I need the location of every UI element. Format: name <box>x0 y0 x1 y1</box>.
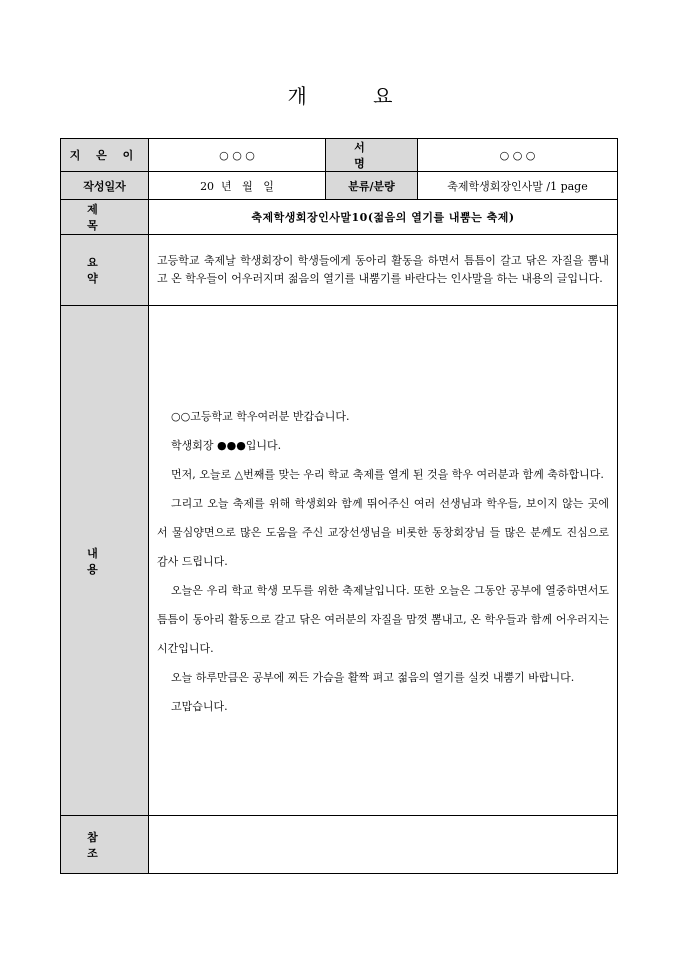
summary-value: 고등학교 축제날 학생회장이 학생들에게 동아리 활동을 하면서 틈틈이 갈고 닦은 자질을 뽐내고 온 학우들이 어우러지며 젊음의 열기를 내뿜기를 바란다는 인사말을 하는 내용의 글입니다. <box>149 235 618 306</box>
category-value: 축제학생회장인사말 /1 page <box>418 172 618 200</box>
reference-value <box>149 816 618 874</box>
content-paragraph: 오늘은 우리 학교 학생 모두를 위한 축제날입니다. 또한 오늘은 그동안 공부에 열중하면서도 틈틈이 동아리 활동으로 갈고 닦은 여러분의 자질을 맘껏 뽐내고, 온 학우들과 함께 어우러지는 시간입니다. <box>157 584 609 655</box>
author-row <box>61 139 618 172</box>
reference-row <box>61 816 618 874</box>
reference-label: 참 조 <box>61 816 149 874</box>
content-label: 내 용 <box>61 306 149 816</box>
content-paragraph: 먼저, 오늘로 △번째를 맞는 우리 학교 축제를 열게 된 것을 학우 여러분과 함께 축하합니다. <box>171 468 604 481</box>
date-value: 20 년 월 일 <box>149 172 326 200</box>
author-label: 지 은 이 <box>61 139 149 172</box>
content-row <box>61 306 618 816</box>
content-body <box>149 306 618 816</box>
summary-row <box>61 235 618 306</box>
content-paragraph: 고맙습니다. <box>171 700 228 713</box>
subject-label: 제 목 <box>61 200 149 235</box>
summary-label: 요 약 <box>61 235 149 306</box>
category-label: 분류/분량 <box>326 172 418 200</box>
signature-label: 서 명 <box>326 139 418 172</box>
date-label: 작성일자 <box>61 172 149 200</box>
subject-value: 축제학생회장인사말10(젊음의 열기를 내뿜는 축제) <box>149 200 618 235</box>
document-info-table <box>60 138 618 874</box>
content-paragraph: 그리고 오늘 축제를 위해 학생회와 함께 뛰어주신 여러 선생님과 학우들, 보이지 않는 곳에서 물심양면으로 많은 도움을 주신 교장선생님을 비롯한 동창회장님 들 많은 분께도 진심으로 감사 드립니다. <box>157 497 609 568</box>
author-value: ○ ○ ○ <box>149 139 326 172</box>
date-row <box>61 172 618 200</box>
page-title: 개 요 <box>287 84 423 108</box>
content-paragraph: 오늘 하루만큼은 공부에 찌든 가슴을 활짝 펴고 젊음의 열기를 실컷 내뿜기 바랍니다. <box>171 671 575 684</box>
signature-value: ○ ○ ○ <box>418 139 618 172</box>
content-paragraph: ○○고등학교 학우여러분 반갑습니다. <box>171 410 350 423</box>
content-paragraph: 학생회장 ●●●입니다. <box>171 439 282 452</box>
subject-row <box>61 200 618 235</box>
